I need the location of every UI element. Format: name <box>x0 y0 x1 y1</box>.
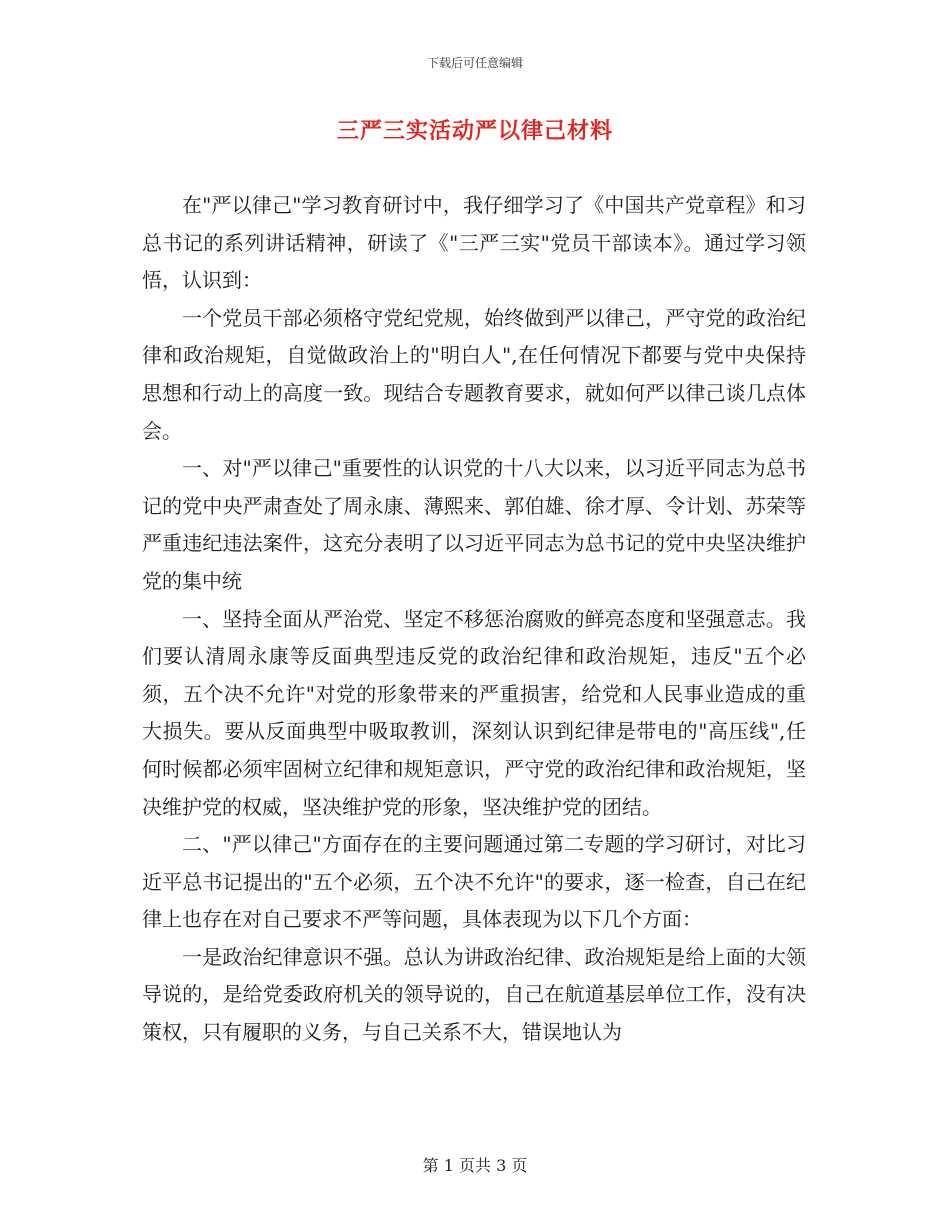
document-body <box>142 187 806 1052</box>
page-header: 下载后可任意编辑 <box>426 56 523 70</box>
paragraph: 一是政治纪律意识不强。总认为讲政治纪律、政治规矩是给上面的大领导说的，是给党委政府机关的领导说的，自己在航道基层单位工作，没有决策权，只有履职的义务，与自己关系不大，错误地认为 <box>142 944 806 1045</box>
page-footer: 第 1 页共 3 页 <box>422 1156 528 1175</box>
paragraph: 一个党员干部必须格守党纪党规，始终做到严以律己，严守党的政治纪律和政治规矩，自觉做政治上的"明白人",在任何情况下都要与党中央保持思想和行动上的高度一致。现结合专题教育要求，就如何严以律己谈几点体会。 <box>142 305 806 443</box>
paragraph: 一、对"严以律己"重要性的认识党的十八大以来，以习近平同志为总书记的党中央严肃查处了周永康、薄熙来、郭伯雄、徐才厚、令计划、苏荣等严重违纪违法案件，这充分表明了以习近平同志为总书记的党中央坚决维护党的集中统 <box>142 456 806 593</box>
document-title: 三严三实活动严以律己材料 <box>336 118 613 144</box>
paragraph: 在"严以律己"学习教育研讨中，我仔细学习了《中国共产党章程》和习总书记的系列讲话精神，研读了《"三严三实"党员干部读本》。通过学习领悟，认识到： <box>142 193 806 293</box>
paragraph: 二、"严以律己"方面存在的主要问题通过第二专题的学习研讨，对比习近平总书记提出的"五个必须，五个决不允许"的要求，逐一检查，自己在纪律上也存在对自己要求不严等问题，具体表现为以下几个方面： <box>142 832 806 932</box>
paragraph: 一、坚持全面从严治党、坚定不移惩治腐败的鲜亮态度和坚强意志。我们要认清周永康等反面典型违反党的政治纪律和政治规矩，违反"五个必须，五个决不允许"对党的形象带来的严重损害，给党和人民事业造成的重大损失。要从反面典型中吸取教训，深刻认识到纪律是带电的"高压线",任何时候都必须牢固树立纪律和规矩意识，严守党的政治纪律和政治规矩，坚决维护党的权威，坚决维护党的形象，坚决维护党的团结。 <box>142 606 806 819</box>
